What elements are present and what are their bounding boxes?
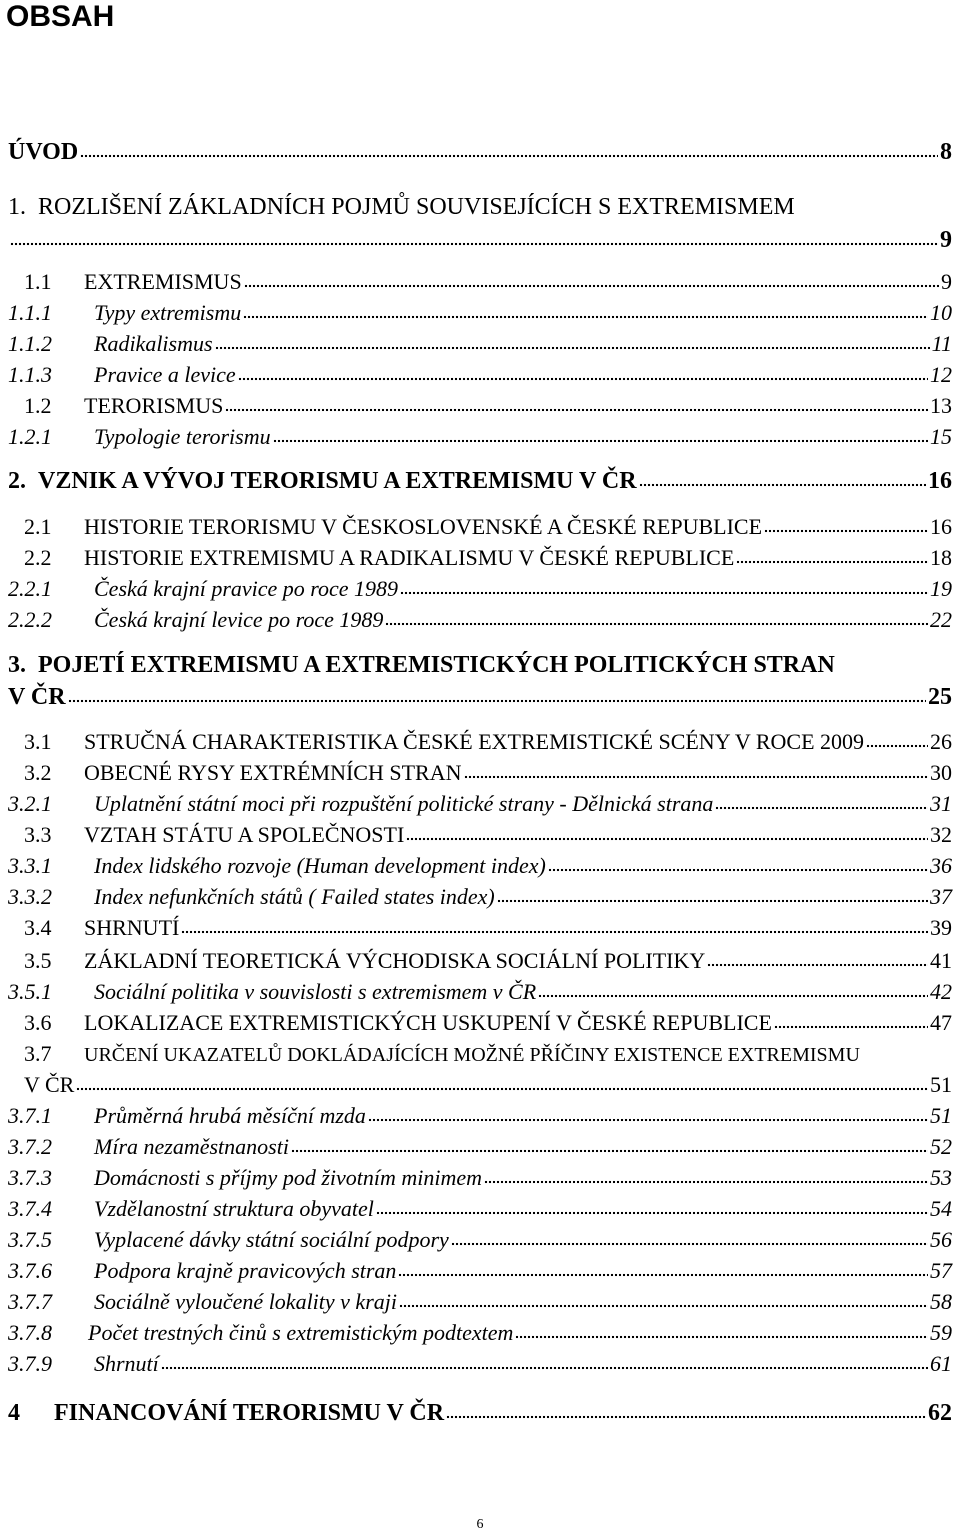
toc-entry-chapter-1[interactable]	[8, 193, 952, 221]
toc-entry-page: 37	[930, 884, 952, 909]
toc-entry-page: 57	[930, 1258, 952, 1283]
dot-leader	[368, 1118, 928, 1122]
toc-entry-title: Domácnosti s příjmy pod životním minimem	[94, 1165, 483, 1190]
dot-leader	[399, 1304, 928, 1308]
toc-entry-number: 3.7.9	[8, 1351, 52, 1376]
toc-entry-2-1[interactable]	[8, 514, 952, 540]
toc-entry-title: VZTAH STÁTU A SPOLEČNOSTI	[84, 822, 405, 847]
toc-entry-number: 3.7.2	[8, 1134, 52, 1159]
dot-leader	[80, 154, 938, 158]
toc-entry-title: TERORISMUS	[84, 393, 224, 418]
dot-leader	[736, 560, 928, 564]
dot-leader	[715, 806, 928, 810]
dot-leader	[515, 1335, 928, 1339]
toc-entry-title: Míra nezaměstnanosti	[94, 1134, 289, 1159]
toc-entry-title: URČENÍ UKAZATELŮ DOKLÁDAJÍCÍCH MOŽNÉ PŘÍČINY EXISTENCE EXTREMISMU	[84, 1044, 860, 1066]
toc-entry-page: 10	[930, 300, 952, 325]
toc-entry-number: 1.	[8, 194, 26, 220]
dot-leader	[291, 1149, 928, 1153]
dot-leader	[238, 377, 928, 381]
dot-leader	[181, 930, 928, 934]
dot-leader	[161, 1366, 928, 1370]
toc-entry-title: Sociálně vyloučené lokality v kraji	[94, 1289, 397, 1314]
toc-entry-page: 41	[930, 948, 952, 973]
toc-entry-number: 3.2	[24, 760, 52, 785]
toc-entry-title: Pravice a levice	[94, 362, 236, 387]
toc-entry-3-2-1[interactable]	[8, 791, 952, 817]
toc-entry-3-7-2[interactable]	[8, 1134, 952, 1160]
toc-entry-3-1[interactable]	[8, 729, 952, 755]
dot-leader	[406, 837, 928, 841]
toc-entry-3-3-1[interactable]	[8, 853, 952, 879]
dot-leader	[707, 963, 928, 967]
toc-entry-page: 36	[930, 853, 952, 878]
toc-entry-1-1-1[interactable]	[8, 300, 952, 326]
toc-entry-title: EXTREMISMUS	[84, 269, 242, 294]
toc-entry-title: V ČR	[24, 1072, 75, 1097]
toc-entry-page: 54	[930, 1196, 952, 1221]
toc-entry-number: 3.6	[24, 1010, 52, 1035]
toc-entry-page: 12	[930, 362, 952, 387]
toc-entry-number: 3.2.1	[8, 791, 52, 816]
toc-entry-title: Shrnutí	[94, 1351, 159, 1376]
dot-leader	[451, 1242, 928, 1246]
toc-entry-2-2-2[interactable]	[8, 607, 952, 633]
toc-entry-1-1[interactable]	[8, 269, 952, 295]
toc-entry-number: 1.2.1	[8, 424, 52, 449]
toc-entry-page: 52	[930, 1134, 952, 1159]
toc-entry-number: 1.1.1	[8, 300, 52, 325]
toc-entry-chapter-2[interactable]	[8, 467, 952, 495]
dot-leader	[244, 284, 939, 288]
toc-entry-page: 61	[930, 1351, 952, 1376]
toc-entry-page: 9	[941, 269, 952, 294]
toc-entry-title: ÚVOD	[8, 139, 79, 165]
toc-entry-number: 3.3.2	[8, 884, 52, 909]
toc-entry-title: VZNIK A VÝVOJ TERORISMU A EXTREMISMU V ČR	[38, 468, 637, 494]
toc-entry-3-7-8[interactable]	[8, 1320, 952, 1346]
page-number: 6	[476, 1517, 484, 1532]
toc-entry-number: 3.5	[24, 948, 52, 973]
toc-entry-number: 3.7.4	[8, 1196, 52, 1221]
toc-entry-page: 18	[930, 545, 952, 570]
toc-entry-page: 47	[930, 1010, 952, 1035]
toc-entry-title: Sociální politika v souvislosti s extremismem v ČR	[94, 979, 537, 1004]
toc-entry-page: 42	[930, 979, 952, 1004]
toc-entry-number: 3.7.3	[8, 1165, 52, 1190]
toc-entry-title: ROZLIŠENÍ ZÁKLADNÍCH POJMŮ SOUVISEJÍCÍCH S EXTREMISMEM	[38, 194, 795, 220]
toc-entry-title: HISTORIE EXTREMISMU A RADIKALISMU V ČESKÉ REPUBLICE	[84, 545, 735, 570]
toc-entry-number: 1.1.3	[8, 362, 52, 387]
toc-entry-number: 2.1	[24, 514, 52, 539]
toc-entry-number: 3.1	[24, 729, 52, 754]
toc-entry-page: 25	[928, 684, 952, 710]
toc-entry-3-7[interactable]	[8, 1041, 952, 1068]
toc-entry-page: 19	[930, 576, 952, 601]
dot-leader	[400, 591, 928, 595]
toc-entry-number: 3.5.1	[8, 979, 52, 1004]
toc-entry-title: HISTORIE TERORISMU V ČESKOSLOVENSKÉ A ČESKÉ REPUBLICE	[84, 514, 763, 539]
toc-entry-number: 1.1	[24, 269, 52, 294]
toc-entry-number: 4	[8, 1400, 20, 1426]
dot-leader	[764, 529, 928, 533]
toc-entry-title: Index lidského rozvoje (Human development index)	[94, 853, 546, 878]
toc-entry-3-2[interactable]	[8, 760, 952, 786]
toc-entry-number: 3.7	[24, 1041, 52, 1066]
dot-leader	[76, 1087, 928, 1091]
toc-entry-1-2[interactable]	[8, 393, 952, 419]
toc-entry-1-2-1[interactable]	[8, 424, 952, 450]
toc-entry-3-7-5[interactable]	[8, 1227, 952, 1253]
toc-entry-page: 51	[930, 1103, 952, 1128]
dot-leader	[464, 775, 929, 779]
toc-entry-1-1-2[interactable]	[8, 331, 952, 357]
toc-entry-number: 3.7.7	[8, 1289, 52, 1314]
toc-entry-page: 59	[930, 1320, 952, 1345]
toc-entry-number: 2.2.2	[8, 607, 52, 632]
toc-entry-page: 13	[930, 393, 952, 418]
toc-entry-3-6[interactable]	[8, 1010, 952, 1036]
dot-leader	[68, 699, 926, 703]
toc-entry-title: Typologie terorismu	[94, 424, 271, 449]
toc-entry-title: Průměrná hrubá měsíční mzda	[94, 1103, 366, 1128]
dot-leader	[225, 408, 928, 412]
toc-entry-title: Česká krajní levice po roce 1989	[94, 607, 384, 632]
toc-entry-uvod[interactable]	[8, 138, 952, 166]
toc-entry-number: 3.	[8, 652, 26, 678]
toc-entry-number: 3.7.1	[8, 1103, 52, 1128]
toc-entry-number: 3.7.6	[8, 1258, 52, 1283]
toc-entry-3-7-9[interactable]	[8, 1351, 952, 1377]
toc-entry-title: Podpora krajně pravicových stran	[94, 1258, 397, 1283]
toc-entry-chapter-3-cont[interactable]	[8, 683, 952, 711]
dot-leader	[398, 1273, 928, 1277]
toc-entry-3-7-cont[interactable]	[8, 1072, 952, 1098]
toc-entry-page: 56	[930, 1227, 952, 1252]
dot-leader	[243, 315, 928, 319]
toc-entry-title: ZÁKLADNÍ TEORETICKÁ VÝCHODISKA SOCIÁLNÍ POLITIKY	[84, 948, 706, 973]
toc-entry-title: Počet trestných činů s extremistickým podtextem	[88, 1320, 514, 1345]
toc-entry-page: 51	[930, 1072, 952, 1097]
toc-entry-page: 53	[930, 1165, 952, 1190]
toc-entry-page: 26	[930, 729, 952, 754]
toc-entry-page: 32	[930, 822, 952, 847]
toc-entry-number: 3.4	[24, 915, 52, 940]
toc-entry-title: Typy extremismu	[94, 300, 242, 325]
toc-entry-page: 58	[930, 1289, 952, 1314]
dot-leader	[215, 346, 930, 350]
toc-entry-page: 11	[931, 331, 952, 356]
toc-entry-2-2-1[interactable]	[8, 576, 952, 602]
toc-entry-2-2[interactable]	[8, 545, 952, 571]
toc-entry-title: Vyplacené dávky státní sociální podpory	[94, 1227, 449, 1252]
toc-entry-number: 3.3	[24, 822, 52, 847]
dot-leader	[10, 242, 938, 246]
toc-entry-title: LOKALIZACE EXTREMISTICKÝCH USKUPENÍ V ČESKÉ REPUBLICE	[84, 1010, 772, 1035]
toc-entry-number: 3.3.1	[8, 853, 52, 878]
toc-entry-3-5-1[interactable]	[8, 979, 952, 1005]
toc-entry-number: 3.7.8	[8, 1320, 52, 1345]
toc-entry-page: 8	[940, 139, 952, 165]
toc-entry-title: SHRNUTÍ	[84, 915, 180, 940]
toc-entry-title: Česká krajní pravice po roce 1989	[94, 576, 399, 601]
toc-entry-3-7-3[interactable]	[8, 1165, 952, 1191]
toc-entry-page: 16	[930, 514, 952, 539]
toc-entry-title: POJETÍ EXTREMISMU A EXTREMISTICKÝCH POLITICKÝCH STRAN	[38, 652, 835, 678]
toc-entry-title: OBECNÉ RYSY EXTRÉMNÍCH STRAN	[84, 760, 462, 785]
toc-entry-page: 31	[930, 791, 952, 816]
toc-entry-title: FINANCOVÁNÍ TERORISMU V ČR	[54, 1400, 445, 1426]
toc-entry-chapter-3[interactable]	[8, 651, 952, 679]
toc-entry-number: 2.	[8, 468, 26, 494]
dot-leader	[484, 1180, 928, 1184]
toc-entry-3-7-6[interactable]	[8, 1258, 952, 1284]
dot-leader	[376, 1211, 928, 1215]
dot-leader	[385, 622, 928, 626]
toc-entry-3-7-4[interactable]	[8, 1196, 952, 1222]
toc-entry-3-3-2[interactable]	[8, 884, 952, 910]
toc-entry-3-4[interactable]	[8, 915, 952, 941]
dot-leader	[273, 439, 928, 443]
toc-entry-number: 3.7.5	[8, 1227, 52, 1252]
toc-entry-page: 9	[940, 227, 952, 253]
dot-leader	[538, 994, 928, 998]
toc-entry-chapter-4[interactable]	[8, 1399, 952, 1427]
toc-entry-number: 1.1.2	[8, 331, 52, 356]
toc-entry-title: Index nefunkčních států ( Failed states index)	[94, 884, 495, 909]
dot-leader	[639, 483, 926, 487]
toc-entry-page: 22	[930, 607, 952, 632]
toc-entry-title: V ČR	[8, 684, 66, 710]
page-title: OBSAH	[6, 0, 115, 33]
toc-entry-page: 15	[930, 424, 952, 449]
toc-entry-3-7-7[interactable]	[8, 1289, 952, 1315]
dot-leader	[446, 1415, 926, 1419]
toc-entry-title: Uplatnění státní moci při rozpuštění politické strany - Dělnická strana	[94, 791, 714, 816]
dot-leader	[866, 744, 928, 748]
toc-entry-number: 2.2	[24, 545, 52, 570]
toc-entry-page: 16	[928, 468, 952, 494]
toc-entry-chapter-1-page[interactable]	[8, 226, 952, 254]
toc-entry-page: 39	[930, 915, 952, 940]
dot-leader	[774, 1025, 928, 1029]
toc-entry-page: 62	[928, 1400, 952, 1426]
dot-leader	[548, 868, 928, 872]
toc-entry-3-7-1[interactable]	[8, 1103, 952, 1129]
toc-entry-title: Radikalismus	[94, 331, 213, 356]
toc-entry-title: Vzdělanostní struktura obyvatel	[94, 1196, 374, 1221]
toc-entry-number: 2.2.1	[8, 576, 52, 601]
toc-entry-3-5[interactable]	[8, 948, 952, 974]
toc-entry-title: STRUČNÁ CHARAKTERISTIKA ČESKÉ EXTREMISTICKÉ SCÉNY V ROCE 2009	[84, 729, 865, 754]
toc-entry-3-3[interactable]	[8, 822, 952, 848]
dot-leader	[497, 899, 928, 903]
toc-entry-1-1-3[interactable]	[8, 362, 952, 388]
toc-entry-page: 30	[930, 760, 952, 785]
toc-entry-number: 1.2	[24, 393, 52, 418]
